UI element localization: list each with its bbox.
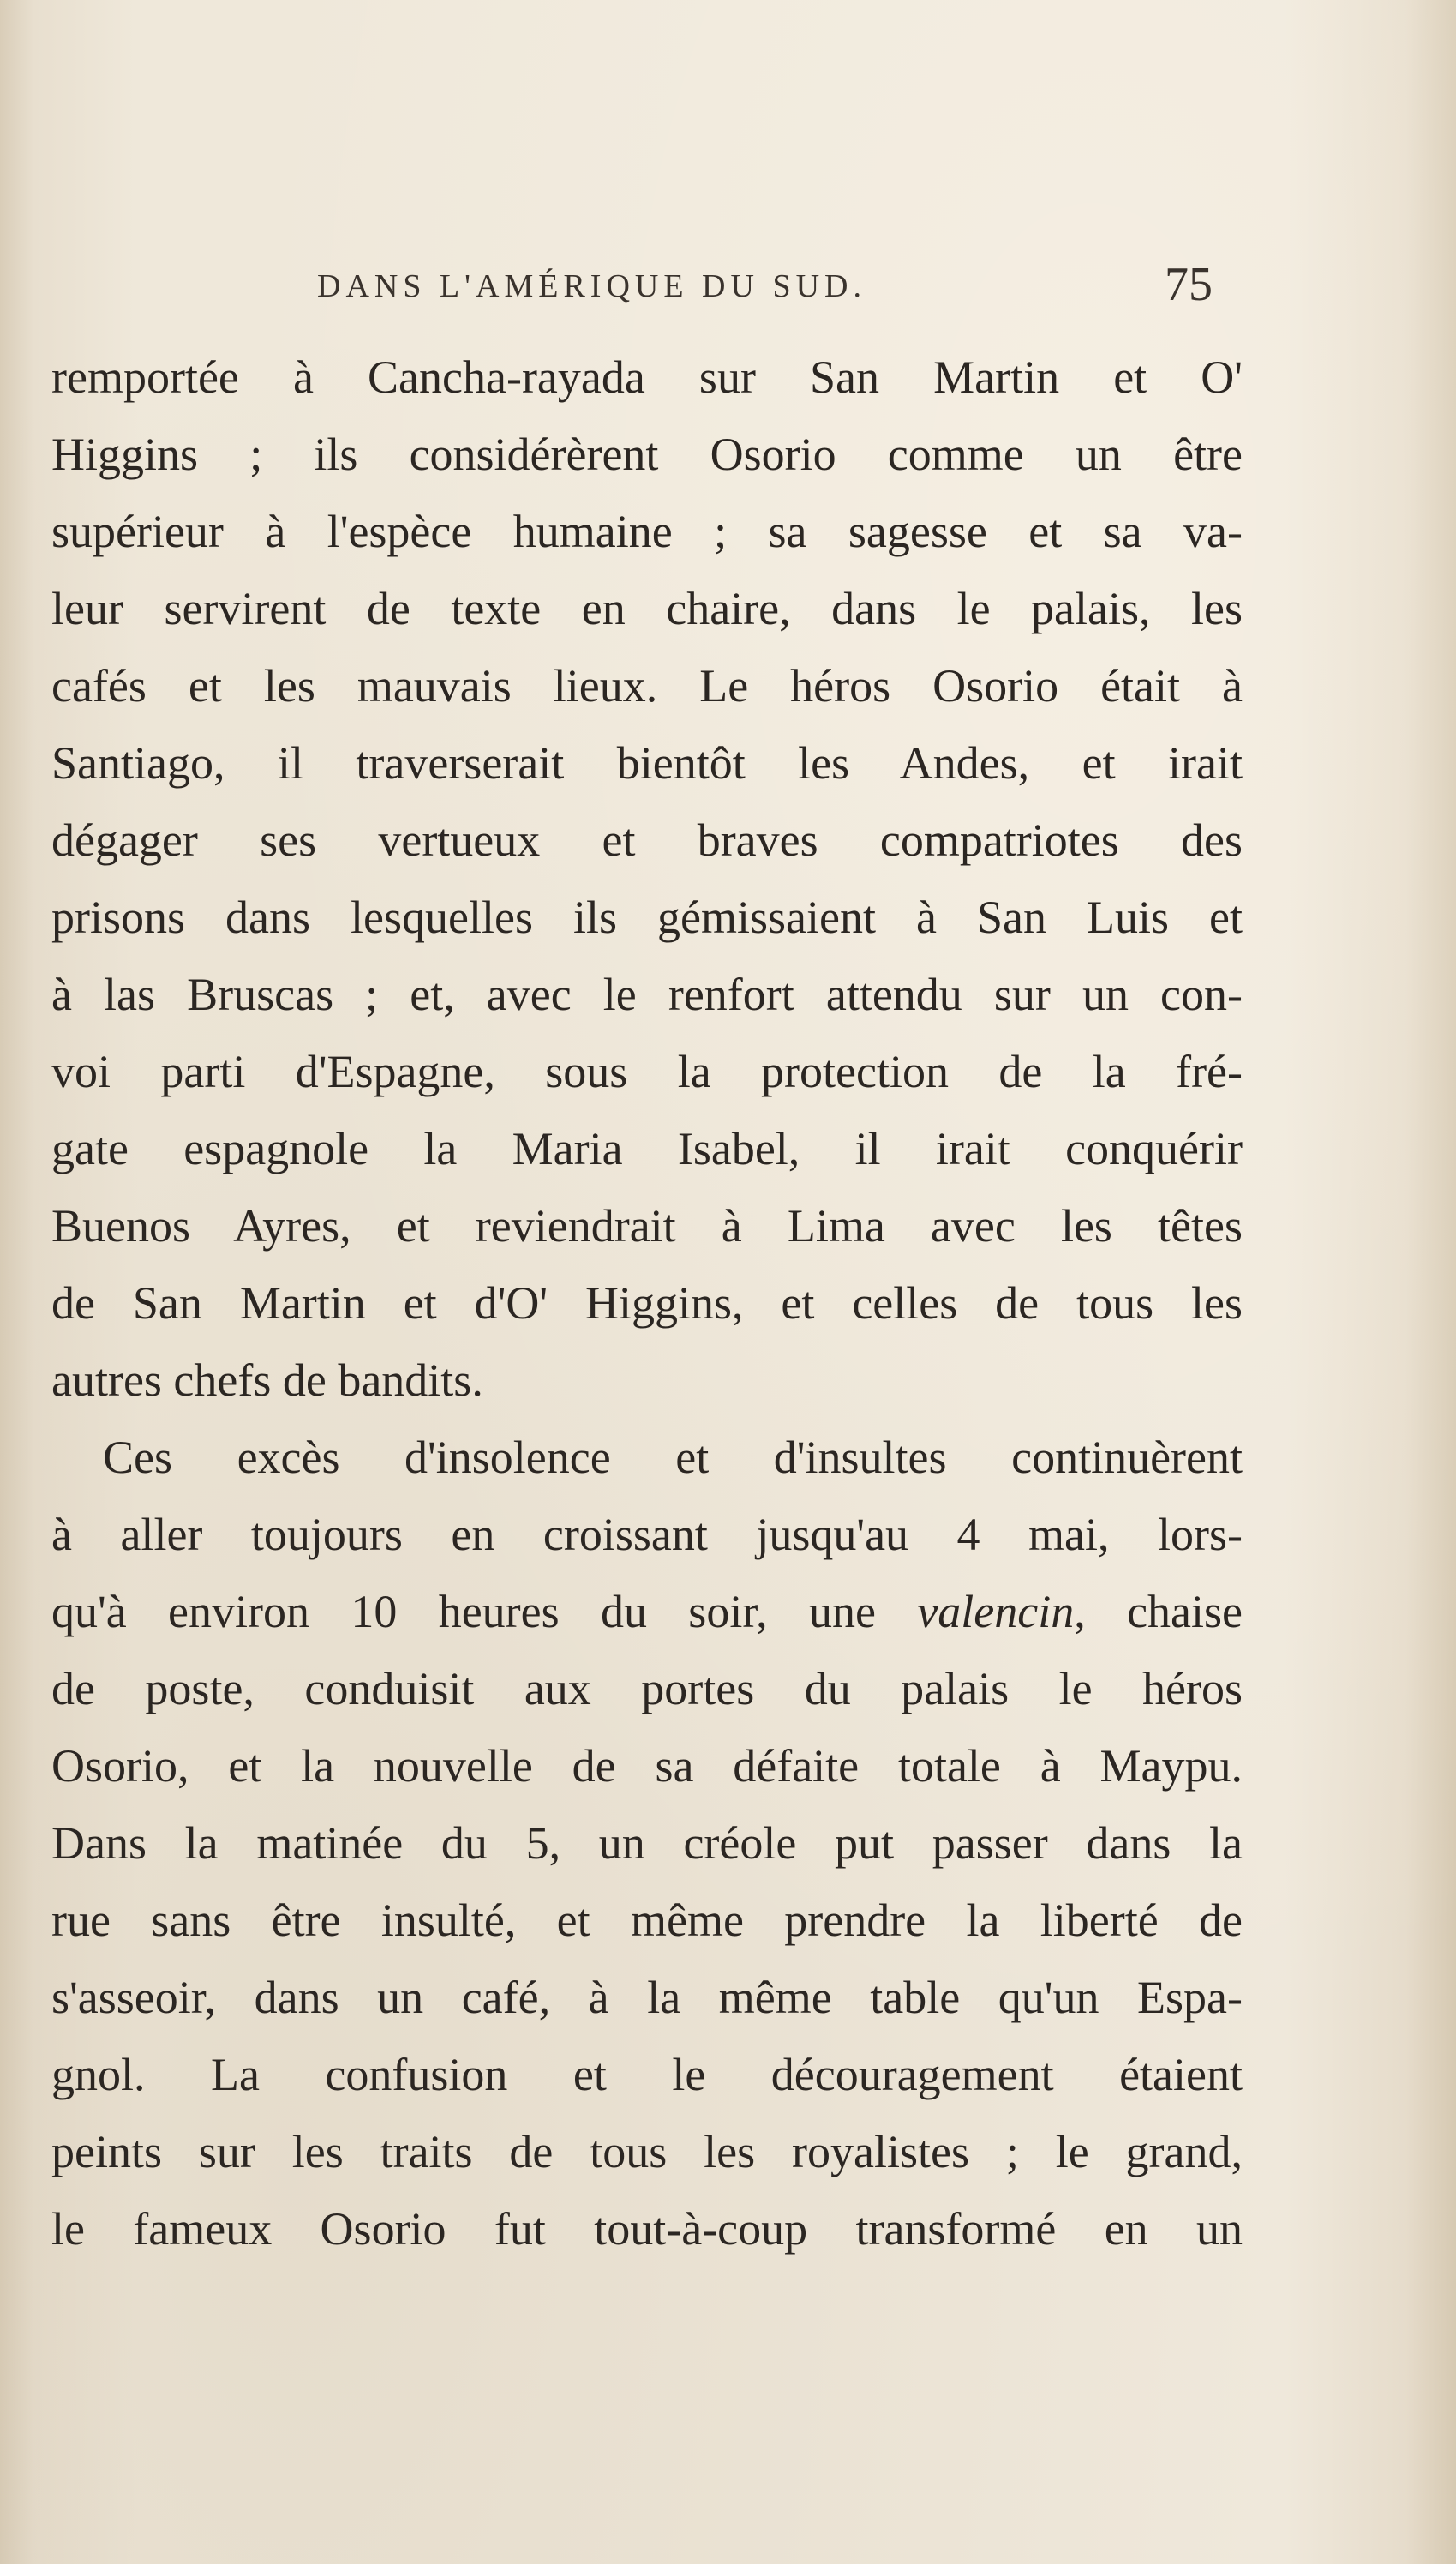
text-line: peints sur les traits de tous les royalistes ; le grand,: [51, 2126, 1243, 2177]
text-segment: , chaise: [1074, 1586, 1243, 1637]
text-line: à aller toujours en croissant jusqu'au 4 mai, lors-: [51, 1509, 1243, 1560]
text-line: le fameux Osorio fut tout-à-coup transformé en un: [51, 2203, 1243, 2255]
paragraph: [51, 339, 1243, 1419]
body-text: [51, 339, 1243, 2267]
text-line: gnol. La confusion et le découragement étaient: [51, 2049, 1243, 2100]
running-head: DANS L'AMÉRIQUE DU SUD.: [317, 268, 866, 304]
text-line: prisons dans lesquelles ils gémissaient à San Luis et: [51, 892, 1243, 943]
text-line: Higgins ; ils considérèrent Osorio comme un être: [51, 429, 1243, 480]
page-number: 75: [1165, 258, 1213, 311]
text-line: leur servirent de texte en chaire, dans le palais, les: [51, 583, 1243, 634]
text-line: s'asseoir, dans un café, à la même table qu'un Espa-: [51, 1972, 1243, 2023]
text-line: supérieur à l'espèce humaine ; sa sagesse et sa va-: [51, 506, 1243, 557]
text-line: de poste, conduisit aux portes du palais le héros: [51, 1663, 1243, 1714]
text-line: cafés et les mauvais lieux. Le héros Osorio était à: [51, 660, 1243, 712]
text-line: remportée à Cancha-rayada sur San Martin et O': [51, 351, 1243, 403]
text-line: Buenos Ayres, et reviendrait à Lima avec les têtes: [51, 1200, 1243, 1252]
text-line: gate espagnole la Maria Isabel, il irait conquérir: [51, 1123, 1243, 1174]
paragraph: [51, 1419, 1243, 2267]
text-line: [51, 1573, 1243, 1650]
text-line: voi parti d'Espagne, sous la protection de la fré-: [51, 1046, 1243, 1097]
text-line: à las Bruscas ; et, avec le renfort attendu sur un con-: [51, 969, 1243, 1020]
text-segment: qu'à environ 10 heures du soir, une: [51, 1586, 918, 1637]
text-line: rue sans être insulté, et même prendre la liberté de: [51, 1894, 1243, 1946]
text-line: Dans la matinée du 5, un créole put passer dans la: [51, 1817, 1243, 1869]
text-line: dégager ses vertueux et braves compatriotes des: [51, 814, 1243, 866]
page-header: [317, 257, 1247, 326]
text-line: Osorio, et la nouvelle de sa défaite totale à Maypu.: [51, 1740, 1243, 1792]
italic-term: valencin: [917, 1586, 1075, 1637]
text-line: Santiago, il traverserait bientôt les Andes, et irait: [51, 737, 1243, 789]
text-line: de San Martin et d'O' Higgins, et celles de tous les: [51, 1277, 1243, 1329]
text-line: autres chefs de bandits.: [51, 1354, 483, 1406]
text-line: Ces excès d'insolence et d'insultes continuèrent: [103, 1432, 1243, 1483]
